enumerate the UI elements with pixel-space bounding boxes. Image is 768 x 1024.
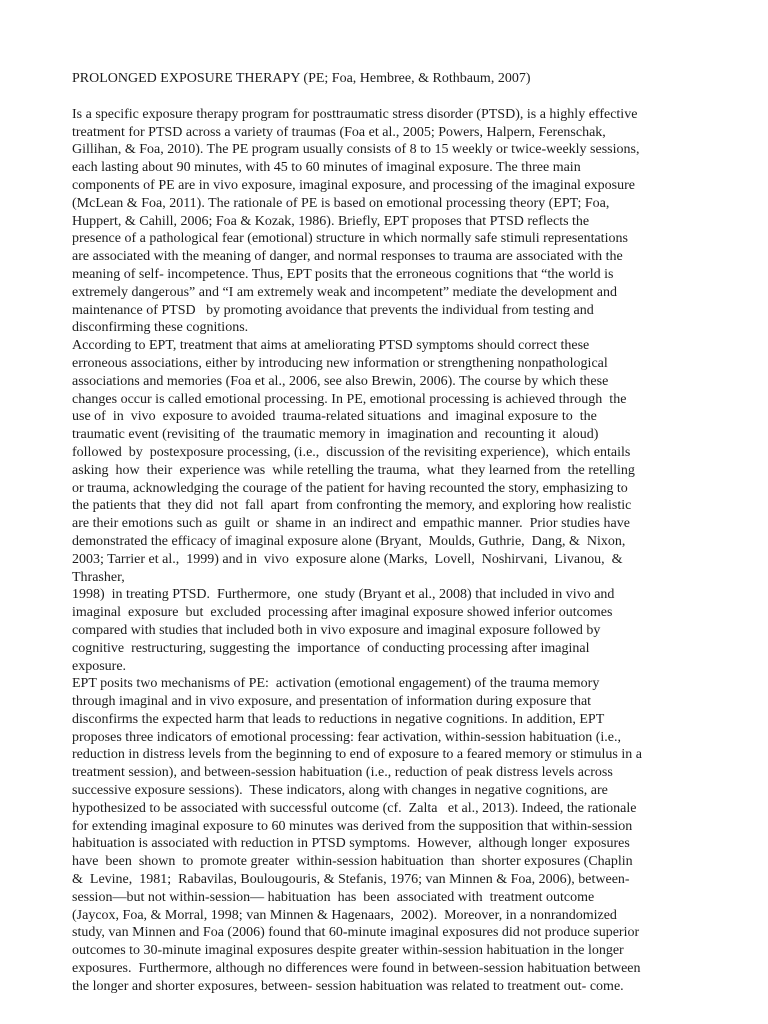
text-line: each lasting about 90 minutes, with 45 to 60 minutes of imaginal exposure. The three main bbox=[72, 160, 581, 176]
text-line: or trauma, acknowledging the courage of the patient for having recounted the story, emphasizing to bbox=[72, 480, 628, 496]
text-line: compared with studies that included both in vivo exposure and imaginal exposure followed by bbox=[72, 622, 601, 638]
text-line: traumatic event (revisiting of the traumatic memory in imagination and recounting it aloud) bbox=[72, 427, 599, 443]
text-line: proposes three indicators of emotional processing: fear activation, within-session habituation (i.e., bbox=[72, 729, 621, 745]
text-line: followed by postexposure processing, (i.e., discussion of the revisiting experience), which entails bbox=[72, 444, 631, 460]
document-title: PROLONGED EXPOSURE THERAPY (PE; Foa, Hembree, & Rothbaum, 2007) bbox=[72, 71, 531, 86]
text-line: treatment session), and between-session habituation (i.e., reduction of peak distress levels across bbox=[72, 765, 613, 781]
text-line: habituation is associated with reduction in PTSD symptoms. However, although longer exposures bbox=[72, 836, 630, 852]
text-line: associations and memories (Foa et al., 2006, see also Brewin, 2006). The course by which these bbox=[72, 373, 609, 389]
paragraph-ept-treatment bbox=[72, 337, 722, 675]
text-line: presence of a pathological fear (emotional) structure in which normally safe stimuli representations bbox=[72, 231, 628, 247]
text-line: Huppert, & Cahill, 2006; Foa & Kozak, 1986). Briefly, EPT proposes that PTSD reflects the bbox=[72, 213, 590, 229]
text-line: Thrasher, bbox=[72, 569, 125, 585]
text-line: components of PE are in vivo exposure, imaginal exposure, and processing of the imaginal exposure bbox=[72, 177, 635, 193]
text-line: 2003; Tarrier et al., 1999) and in vivo exposure alone (Marks, Lovell, Noshirvani, Livanou, & bbox=[72, 551, 623, 567]
text-line: successive exposure sessions). These indicators, along with changes in negative cognitions, are bbox=[72, 783, 608, 799]
text-line: demonstrated the efficacy of imaginal exposure alone (Bryant, Moulds, Guthrie, Dang, & Nixon, bbox=[72, 533, 626, 549]
text-line: According to EPT, treatment that aims at ameliorating PTSD symptoms should correct these bbox=[72, 338, 590, 354]
text-line: meaning of self- incompetence. Thus, EPT posits that the erroneous cognitions that “the world is bbox=[72, 266, 614, 282]
text-line: Is a specific exposure therapy program for posttraumatic stress disorder (PTSD), is a highly effective bbox=[72, 106, 638, 122]
text-line: are associated with the meaning of danger, and normal responses to trauma are associated with the bbox=[72, 249, 623, 265]
text-line: for extending imaginal exposure to 60 minutes was derived from the supposition that within-session bbox=[72, 818, 633, 834]
paragraph-ept-mechanisms bbox=[72, 675, 722, 995]
text-line: outcomes to 30-minute imaginal exposures despite greater within-session habituation in the longer bbox=[72, 943, 624, 959]
text-line: hypothesized to be associated with successful outcome (cf. Zalta et al., 2013). Indeed, the rationale bbox=[72, 800, 637, 816]
text-line: imaginal exposure but excluded processing after imaginal exposure showed inferior outcomes bbox=[72, 605, 613, 621]
text-line: study, van Minnen and Foa (2006) found that 60-minute imaginal exposures did not produce superior bbox=[72, 925, 640, 941]
text-line: the patients that they did not fall apart from confronting the memory, and exploring how realistic bbox=[72, 498, 632, 514]
text-line: use of in vivo exposure to avoided trauma-related situations and imaginal exposure to the bbox=[72, 409, 597, 425]
text-line: have been shown to promote greater within-session habituation than shorter exposures (Chaplin bbox=[72, 854, 633, 870]
document-page bbox=[72, 70, 722, 996]
text-line: treatment for PTSD across a variety of traumas (Foa et al., 2005; Powers, Halpern, Ferenschak, bbox=[72, 124, 606, 140]
text-line: disconfirming these cognitions. bbox=[72, 320, 249, 336]
text-line: Gillihan, & Foa, 2010). The PE program usually consists of 8 to 15 weekly or twice-weekly sessions, bbox=[72, 142, 640, 158]
text-line: disconfirms the expected harm that leads to reductions in negative cognitions. In addition, EPT bbox=[72, 711, 605, 727]
paragraph-intro bbox=[72, 106, 722, 337]
text-line: are their emotions such as guilt or shame in an indirect and empathic manner. Prior studies have bbox=[72, 516, 630, 532]
text-line: exposures. Furthermore, although no differences were found in between-session habituation between bbox=[72, 961, 641, 977]
text-line: cognitive restructuring, suggesting the importance of conducting processing after imaginal bbox=[72, 640, 590, 656]
text-line: the longer and shorter exposures, between- session habituation was related to treatment out- come. bbox=[72, 978, 624, 994]
text-line: extremely dangerous” and “I am extremely weak and incompetent” mediate the development and bbox=[72, 284, 617, 300]
text-line: erroneous associations, either by introducing new information or strengthening nonpathological bbox=[72, 355, 608, 371]
text-line: & Levine, 1981; Rabavilas, Boulougouris, & Stefanis, 1976; van Minnen & Foa, 2006), between- bbox=[72, 872, 630, 888]
text-line: 1998) in treating PTSD. Furthermore, one study (Bryant et al., 2008) that included in vivo and bbox=[72, 587, 615, 603]
text-line: (McLean & Foa, 2011). The rationale of PE is based on emotional processing theory (EPT; Foa, bbox=[72, 195, 610, 211]
text-line: asking how their experience was while retelling the trauma, what they learned from the retelling bbox=[72, 462, 635, 478]
text-line: maintenance of PTSD by promoting avoidance that prevents the individual from testing and bbox=[72, 302, 594, 318]
text-line: session—but not within-session— habituation has been associated with treatment outcome bbox=[72, 889, 595, 905]
text-line: EPT posits two mechanisms of PE: activation (emotional engagement) of the trauma memory bbox=[72, 676, 600, 692]
text-line: reduction in distress levels from the beginning to end of exposure to a feared memory or stimulus in a bbox=[72, 747, 642, 763]
text-line: through imaginal and in vivo exposure, and presentation of information during exposure that bbox=[72, 694, 592, 710]
text-line: changes occur is called emotional processing. In PE, emotional processing is achieved through the bbox=[72, 391, 627, 407]
text-line: exposure. bbox=[72, 658, 127, 674]
text-line: (Jaycox, Foa, & Morral, 1998; van Minnen & Hagenaars, 2002). Moreover, in a nonrandomized bbox=[72, 907, 617, 923]
